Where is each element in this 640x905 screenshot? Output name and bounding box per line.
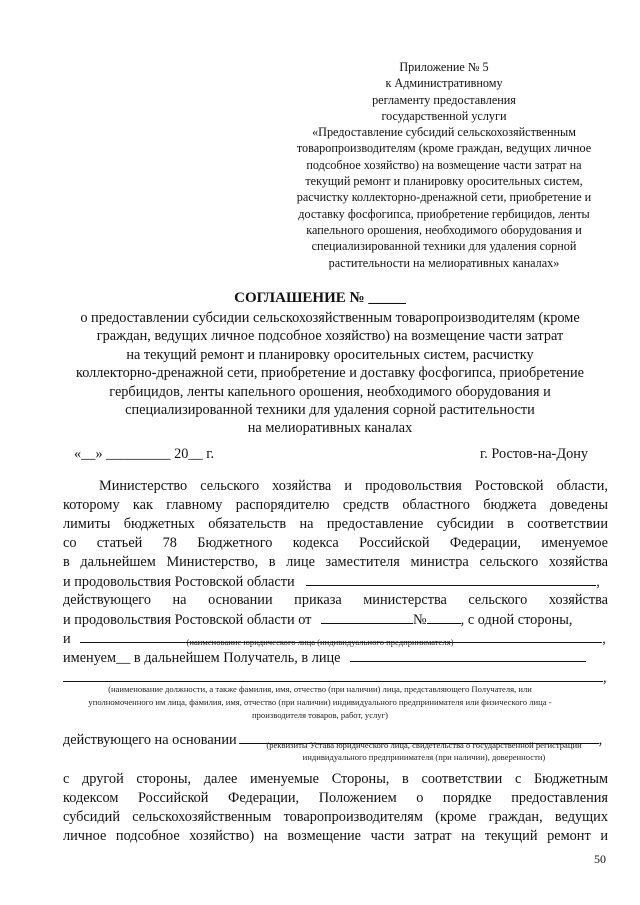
body-line: Министерство сельского хозяйства и продовольствия Ростовской области, bbox=[99, 478, 608, 494]
body-line bbox=[63, 572, 608, 591]
body-line: личное подсобное хозяйство) на возмещение части затрат на текущий ремонт и bbox=[63, 828, 608, 844]
appendix-line: товаропроизводителям (кроме граждан, ведущих личное bbox=[296, 141, 592, 156]
page-number: 50 bbox=[594, 852, 606, 866]
body-text: , с одной стороны, bbox=[460, 612, 573, 628]
subtitle-line: коллекторно-дренажной сети, приобретение и доставку фосфогипса, приобретение bbox=[75, 365, 585, 382]
appendix-line: регламенту предоставления bbox=[372, 92, 516, 107]
subtitle-line: специализированной техники для удаления сорной растительности bbox=[125, 402, 535, 419]
conjunction: и bbox=[63, 631, 71, 647]
caption-basis-2: индивидуального предпринимателя (при наличии), доверенности) bbox=[302, 752, 546, 762]
appendix-line: к Административному bbox=[385, 76, 503, 91]
appendix-header bbox=[284, 59, 604, 271]
order-number-field[interactable] bbox=[427, 610, 461, 624]
paragraph-1 bbox=[63, 477, 608, 648]
recipient-line bbox=[63, 648, 608, 667]
representative-field[interactable] bbox=[350, 648, 586, 662]
body-text: и продовольствия Ростовской области от bbox=[63, 612, 312, 628]
body-line: с другой стороны, далее именуемые Стороны, в соответствии с Бюджетным bbox=[63, 771, 608, 787]
body-line: действующего на основании приказа министерства сельского хозяйства bbox=[63, 592, 608, 608]
body-line: которому как главному распорядителю средств областного бюджета доведены bbox=[63, 497, 608, 513]
appendix-line: специализированной техники для удаления сорной bbox=[311, 239, 577, 254]
paragraph-2 bbox=[63, 770, 608, 846]
appendix-line: доставку фосфогипса, приобретение гербицидов, ленты bbox=[298, 206, 590, 221]
body-line bbox=[63, 610, 608, 629]
body-line bbox=[63, 648, 608, 667]
body-text: именуем__ в дальнейшем Получатель, в лице bbox=[63, 650, 341, 666]
body-line: субсидий сельскохозяйственным товаропроизводителям (кроме граждан, ведущих bbox=[63, 809, 608, 825]
caption-basis-1: (реквизиты Устава юридического лица, свидетельства о государственной регистрации bbox=[266, 740, 582, 750]
caption-position-1: (наименование должности, а также фамилия, имя, отчество (при наличии) лица, представляющего Получателя, или bbox=[108, 684, 532, 694]
appendix-line: государственной услуги bbox=[381, 108, 507, 123]
comma: , bbox=[596, 574, 600, 590]
subtitle-line: гербицидов, ленты капельного орошения, необходимого оборудования и bbox=[109, 383, 551, 400]
appendix-line: расчистку коллекторно-дренажной сети, приобретение и bbox=[296, 190, 592, 205]
caption-recipient-name: (наименование юридического лица (индивидуального предпринимателя) bbox=[186, 637, 454, 647]
body-text: и продовольствия Ростовской области bbox=[63, 574, 295, 590]
official-name-field[interactable] bbox=[306, 572, 596, 586]
number-sign: № bbox=[413, 612, 427, 628]
body-line: со статьей 78 Бюджетного кодекса Российской Федерации, именуемое bbox=[63, 535, 608, 551]
appendix-line: текущий ремонт и планировку оросительных систем, bbox=[305, 174, 583, 189]
appendix-line: подсобное хозяйство) на возмещение части затрат на bbox=[306, 157, 582, 172]
body-line: кодексом Российской Федерации, Положением о порядке предоставления bbox=[63, 790, 608, 806]
appendix-line: растительности на мелиоративных каналах» bbox=[328, 255, 560, 270]
body-text: действующего на основании bbox=[63, 732, 237, 748]
agreement-title: СОГЛАШЕНИЕ № _____ bbox=[234, 290, 406, 306]
agreement-date: «__» _________ 20__ г. bbox=[74, 446, 215, 462]
appendix-line: капельного орошения, необходимого оборудования и bbox=[306, 222, 582, 237]
comma: , bbox=[603, 670, 607, 686]
comma: , bbox=[602, 631, 606, 647]
caption-position-3: производителя товаров, работ, услуг) bbox=[252, 710, 388, 720]
appendix-line: «Предоставление субсидий сельскохозяйственным bbox=[312, 125, 576, 140]
appendix-line: Приложение № 5 bbox=[399, 60, 489, 74]
order-date-field[interactable] bbox=[321, 610, 413, 624]
body-line: в дальнейшем Министерство, в лице заместителя министра сельского хозяйства bbox=[63, 554, 608, 570]
subtitle-line: о предоставлении субсидии сельскохозяйственным товаропроизводителям (кроме bbox=[80, 310, 580, 326]
subtitle-line: на мелиоративных каналах bbox=[247, 420, 413, 437]
position-field[interactable] bbox=[63, 668, 603, 682]
caption-position-2: уполномоченного им лица, фамилия, имя, отчество (при наличии) индивидуального предпринимателя или физического лица - bbox=[88, 697, 552, 707]
agreement-city: г. Ростов-на-Дону bbox=[480, 446, 589, 462]
subtitle-line: на текущий ремонт и планировку оросительных систем, расчистку bbox=[126, 346, 534, 363]
agreement-subtitle bbox=[50, 309, 610, 438]
subtitle-line: граждан, ведущих личное подсобное хозяйство) на возмещение части затрат bbox=[96, 328, 564, 345]
comma: , bbox=[598, 732, 603, 748]
body-line: лимиты бюджетных обязательств на предоставление субсидии в соответствии bbox=[63, 516, 608, 532]
